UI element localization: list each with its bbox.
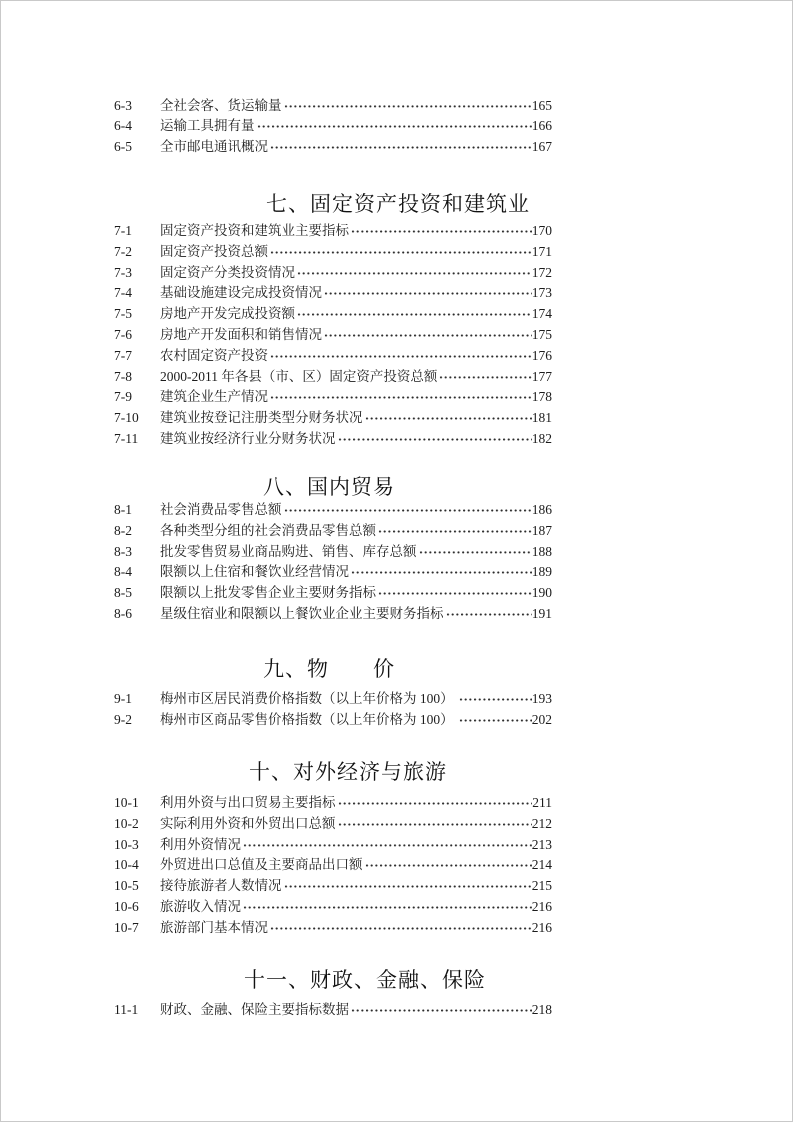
toc-entry-title: 基础设施建设完成投资情况: [160, 285, 322, 301]
toc-entry-title: 利用外资与出口贸易主要指标: [160, 795, 336, 810]
toc-leading-entries: [114, 96, 552, 158]
dot-leader: [270, 918, 532, 939]
toc-entry-title: 房地产开发完成投资额: [160, 306, 295, 322]
toc-entry-number: 10-5: [114, 878, 139, 894]
toc-entry-page: 191: [531, 605, 552, 621]
toc-entry-number: 7-6: [114, 326, 132, 342]
toc-entry-page: 212: [531, 815, 552, 831]
dot-leader: [297, 304, 532, 325]
toc-entry-number: 7-3: [114, 264, 132, 280]
toc-entry-page: 178: [531, 389, 552, 405]
toc-entry-page: 166: [531, 118, 552, 134]
toc-entry: [114, 835, 552, 856]
toc-entry-title: 固定资产投资总额: [160, 243, 268, 259]
toc-entry-number: 8-1: [114, 502, 132, 517]
dot-leader: [324, 283, 532, 304]
toc-entry-title: 建筑企业生产情况: [160, 389, 268, 405]
toc-entry: [114, 521, 552, 542]
toc-section-entries: [114, 689, 552, 731]
toc-entry: [114, 263, 552, 284]
section-heading: 十、对外经济与旅游: [249, 760, 447, 784]
section-heading: 九、物 价: [263, 657, 395, 681]
toc-entry-page: 215: [531, 878, 552, 894]
dot-leader: [378, 521, 532, 542]
toc-entry-page: 171: [531, 243, 552, 259]
toc-entry: [114, 325, 552, 346]
dot-leader: [351, 562, 532, 583]
toc-entry: [114, 604, 552, 625]
toc-entry: [114, 814, 552, 835]
dot-leader: [419, 542, 532, 563]
toc-entry-page: 167: [531, 139, 552, 155]
dot-leader: [284, 500, 532, 521]
toc-section: [1, 476, 793, 625]
toc-entry-title: 限额以上批发零售企业主要财务指标: [160, 585, 376, 601]
toc-entry-page: 182: [531, 430, 552, 446]
toc-entry-title: 外贸进出口总值及主要商品出口额: [160, 857, 363, 873]
toc-entry: [114, 429, 552, 450]
toc-entry-title: 社会消费品零售总额: [160, 502, 282, 517]
toc-entry: [114, 283, 552, 304]
dot-leader: [459, 710, 532, 731]
section-heading: 十一、财政、金融、保险: [244, 968, 486, 992]
toc-entry: [114, 793, 552, 814]
toc-entry-page: 202: [531, 711, 552, 727]
dot-leader: [459, 689, 532, 710]
dot-leader: [284, 96, 532, 117]
toc-entry-page: 214: [531, 857, 552, 873]
toc-entry-number: 7-2: [114, 243, 132, 259]
toc-entry-number: 10-3: [114, 836, 139, 852]
toc-entry-title: 梅州市区居民消费价格指数（以上年价格为 100）: [160, 691, 457, 706]
toc-entry-title: 建筑业按登记注册类型分财务状况: [160, 410, 363, 426]
dot-leader: [324, 325, 532, 346]
toc-entry-title: 2000-2011 年各县（市、区）固定资产投资总额: [160, 368, 438, 384]
toc-entry-number: 7-4: [114, 285, 132, 301]
toc-entry: [114, 855, 552, 876]
toc-entry-number: 10-4: [114, 857, 139, 873]
dot-leader: [284, 876, 532, 897]
toc-entry: [114, 897, 552, 918]
toc-entry-title: 建筑业按经济行业分财务状况: [160, 430, 336, 446]
toc-entry-number: 6-3: [114, 97, 132, 113]
toc-entry-page: 193: [531, 691, 552, 706]
toc-entry: [114, 876, 552, 897]
section-heading: 八、国内贸易: [263, 475, 395, 499]
toc-entry-title: 固定资产分类投资情况: [160, 264, 295, 280]
toc-entry-page: 189: [531, 564, 552, 580]
dot-leader: [270, 387, 532, 408]
toc-section: [1, 761, 793, 939]
toc-entry-page: 175: [531, 326, 552, 342]
toc-entry-title: 固定资产投资和建筑业主要指标: [160, 223, 349, 238]
toc-entry-number: 8-4: [114, 564, 132, 580]
toc-entry-number: 8-3: [114, 543, 132, 559]
toc-entry-title: 全市邮电通讯概况: [160, 139, 268, 155]
toc-entry-title: 财政、金融、保险主要指标数据: [160, 1002, 349, 1017]
toc-entry-number: 7-1: [114, 223, 132, 238]
toc-entry-title: 梅州市区商品零售价格指数（以上年价格为 100）: [160, 711, 457, 727]
toc-section: [1, 658, 793, 731]
toc-entry: [114, 221, 552, 242]
dot-leader: [338, 814, 532, 835]
toc-entry-page: 176: [531, 347, 552, 363]
toc-entry: [114, 137, 552, 158]
toc-entry-page: 172: [531, 264, 552, 280]
toc-entry: [114, 242, 552, 263]
toc-entry-title: 批发零售贸易业商品购进、销售、库存总额: [160, 543, 417, 559]
dot-leader: [243, 897, 532, 918]
toc-entry-title: 利用外资情况: [160, 836, 241, 852]
section-heading: 七、固定资产投资和建筑业: [266, 192, 530, 216]
toc-entry-title: 房地产开发面积和销售情况: [160, 326, 322, 342]
dot-leader: [439, 367, 531, 388]
toc-section-entries: [114, 221, 552, 450]
toc-entry: [114, 304, 552, 325]
toc-section-entries: [114, 1000, 552, 1021]
toc-entry: [114, 346, 552, 367]
dot-leader: [378, 583, 532, 604]
toc-entry-page: 216: [531, 919, 552, 935]
toc-section: [1, 969, 793, 1021]
toc-entry-page: 188: [531, 543, 552, 559]
dot-leader: [270, 346, 532, 367]
toc-entry-page: 190: [531, 585, 552, 601]
toc-entry: [114, 387, 552, 408]
toc-entry-number: 9-1: [114, 691, 132, 706]
toc-entry-title: 实际利用外资和外贸出口总额: [160, 815, 336, 831]
dot-leader: [351, 221, 532, 242]
toc-entry-title: 农村固定资产投资: [160, 347, 268, 363]
dot-leader: [338, 429, 532, 450]
toc-entry-title: 各种类型分组的社会消费品零售总额: [160, 522, 376, 538]
dot-leader: [270, 242, 532, 263]
toc-entry-page: 218: [531, 1002, 552, 1017]
toc-entry: [114, 542, 552, 563]
toc-entry-page: 211: [532, 795, 552, 810]
toc-entry-number: 7-10: [114, 410, 139, 426]
toc-entry-number: 8-5: [114, 585, 132, 601]
toc-entry-title: 接待旅游者人数情况: [160, 878, 282, 894]
toc-entry-title: 全社会客、货运输量: [160, 97, 282, 113]
toc-entry: [114, 583, 552, 604]
toc-section-entries: [114, 793, 552, 939]
dot-leader: [365, 855, 532, 876]
toc-entry-title: 限额以上住宿和餐饮业经营情况: [160, 564, 349, 580]
toc-entry-number: 9-2: [114, 711, 132, 727]
toc-entry: [114, 918, 552, 939]
toc-entry: [114, 710, 552, 731]
toc-entry: [114, 408, 552, 429]
toc-entry-page: 173: [531, 285, 552, 301]
toc-section: [1, 193, 793, 450]
dot-leader: [297, 263, 532, 284]
toc-entry-page: 174: [531, 306, 552, 322]
toc-entry-page: 213: [531, 836, 552, 852]
dot-leader: [351, 1000, 532, 1021]
toc-entry-number: 10-6: [114, 898, 139, 914]
dot-leader: [365, 408, 532, 429]
toc-entry-page: 216: [531, 898, 552, 914]
toc-section-entries: [114, 500, 552, 625]
toc-entry-number: 8-6: [114, 605, 132, 621]
dot-leader: [446, 604, 532, 625]
toc-entry-number: 6-4: [114, 118, 132, 134]
dot-leader: [270, 137, 532, 158]
toc-entry-title: 星级住宿业和限额以上餐饮业企业主要财务指标: [160, 605, 444, 621]
toc-entry-number: 6-5: [114, 139, 132, 155]
toc-entry: [114, 562, 552, 583]
dot-leader: [257, 116, 532, 137]
toc-entry-number: 11-1: [114, 1002, 139, 1017]
toc-entry-page: 186: [531, 502, 552, 517]
toc-entry: [114, 500, 552, 521]
toc-entry: [114, 96, 552, 117]
toc-entry-page: 177: [531, 368, 552, 384]
toc-entry-number: 7-8: [114, 368, 132, 384]
toc-entry-number: 8-2: [114, 522, 132, 538]
toc-entry-number: 10-7: [114, 919, 139, 935]
toc-entry-number: 10-2: [114, 815, 139, 831]
toc-entry-number: 7-9: [114, 389, 132, 405]
toc-entry: [114, 116, 552, 137]
toc-entry: [114, 689, 552, 710]
toc-entry-page: 165: [531, 97, 552, 113]
toc-entry: [114, 1000, 552, 1021]
toc-entry-number: 7-11: [114, 430, 139, 446]
toc-entry: [114, 367, 552, 388]
toc-entry-title: 旅游部门基本情况: [160, 919, 268, 935]
toc-entry-page: 181: [531, 410, 552, 426]
toc-entry-number: 10-1: [114, 795, 139, 810]
toc-entry-number: 7-5: [114, 306, 132, 322]
toc-entry-page: 187: [531, 522, 552, 538]
toc-entry-title: 运输工具拥有量: [160, 118, 255, 134]
toc-entry-title: 旅游收入情况: [160, 898, 241, 914]
dot-leader: [338, 793, 533, 814]
dot-leader: [243, 835, 532, 856]
toc-entry-number: 7-7: [114, 347, 132, 363]
toc-entry-page: 170: [531, 223, 552, 238]
